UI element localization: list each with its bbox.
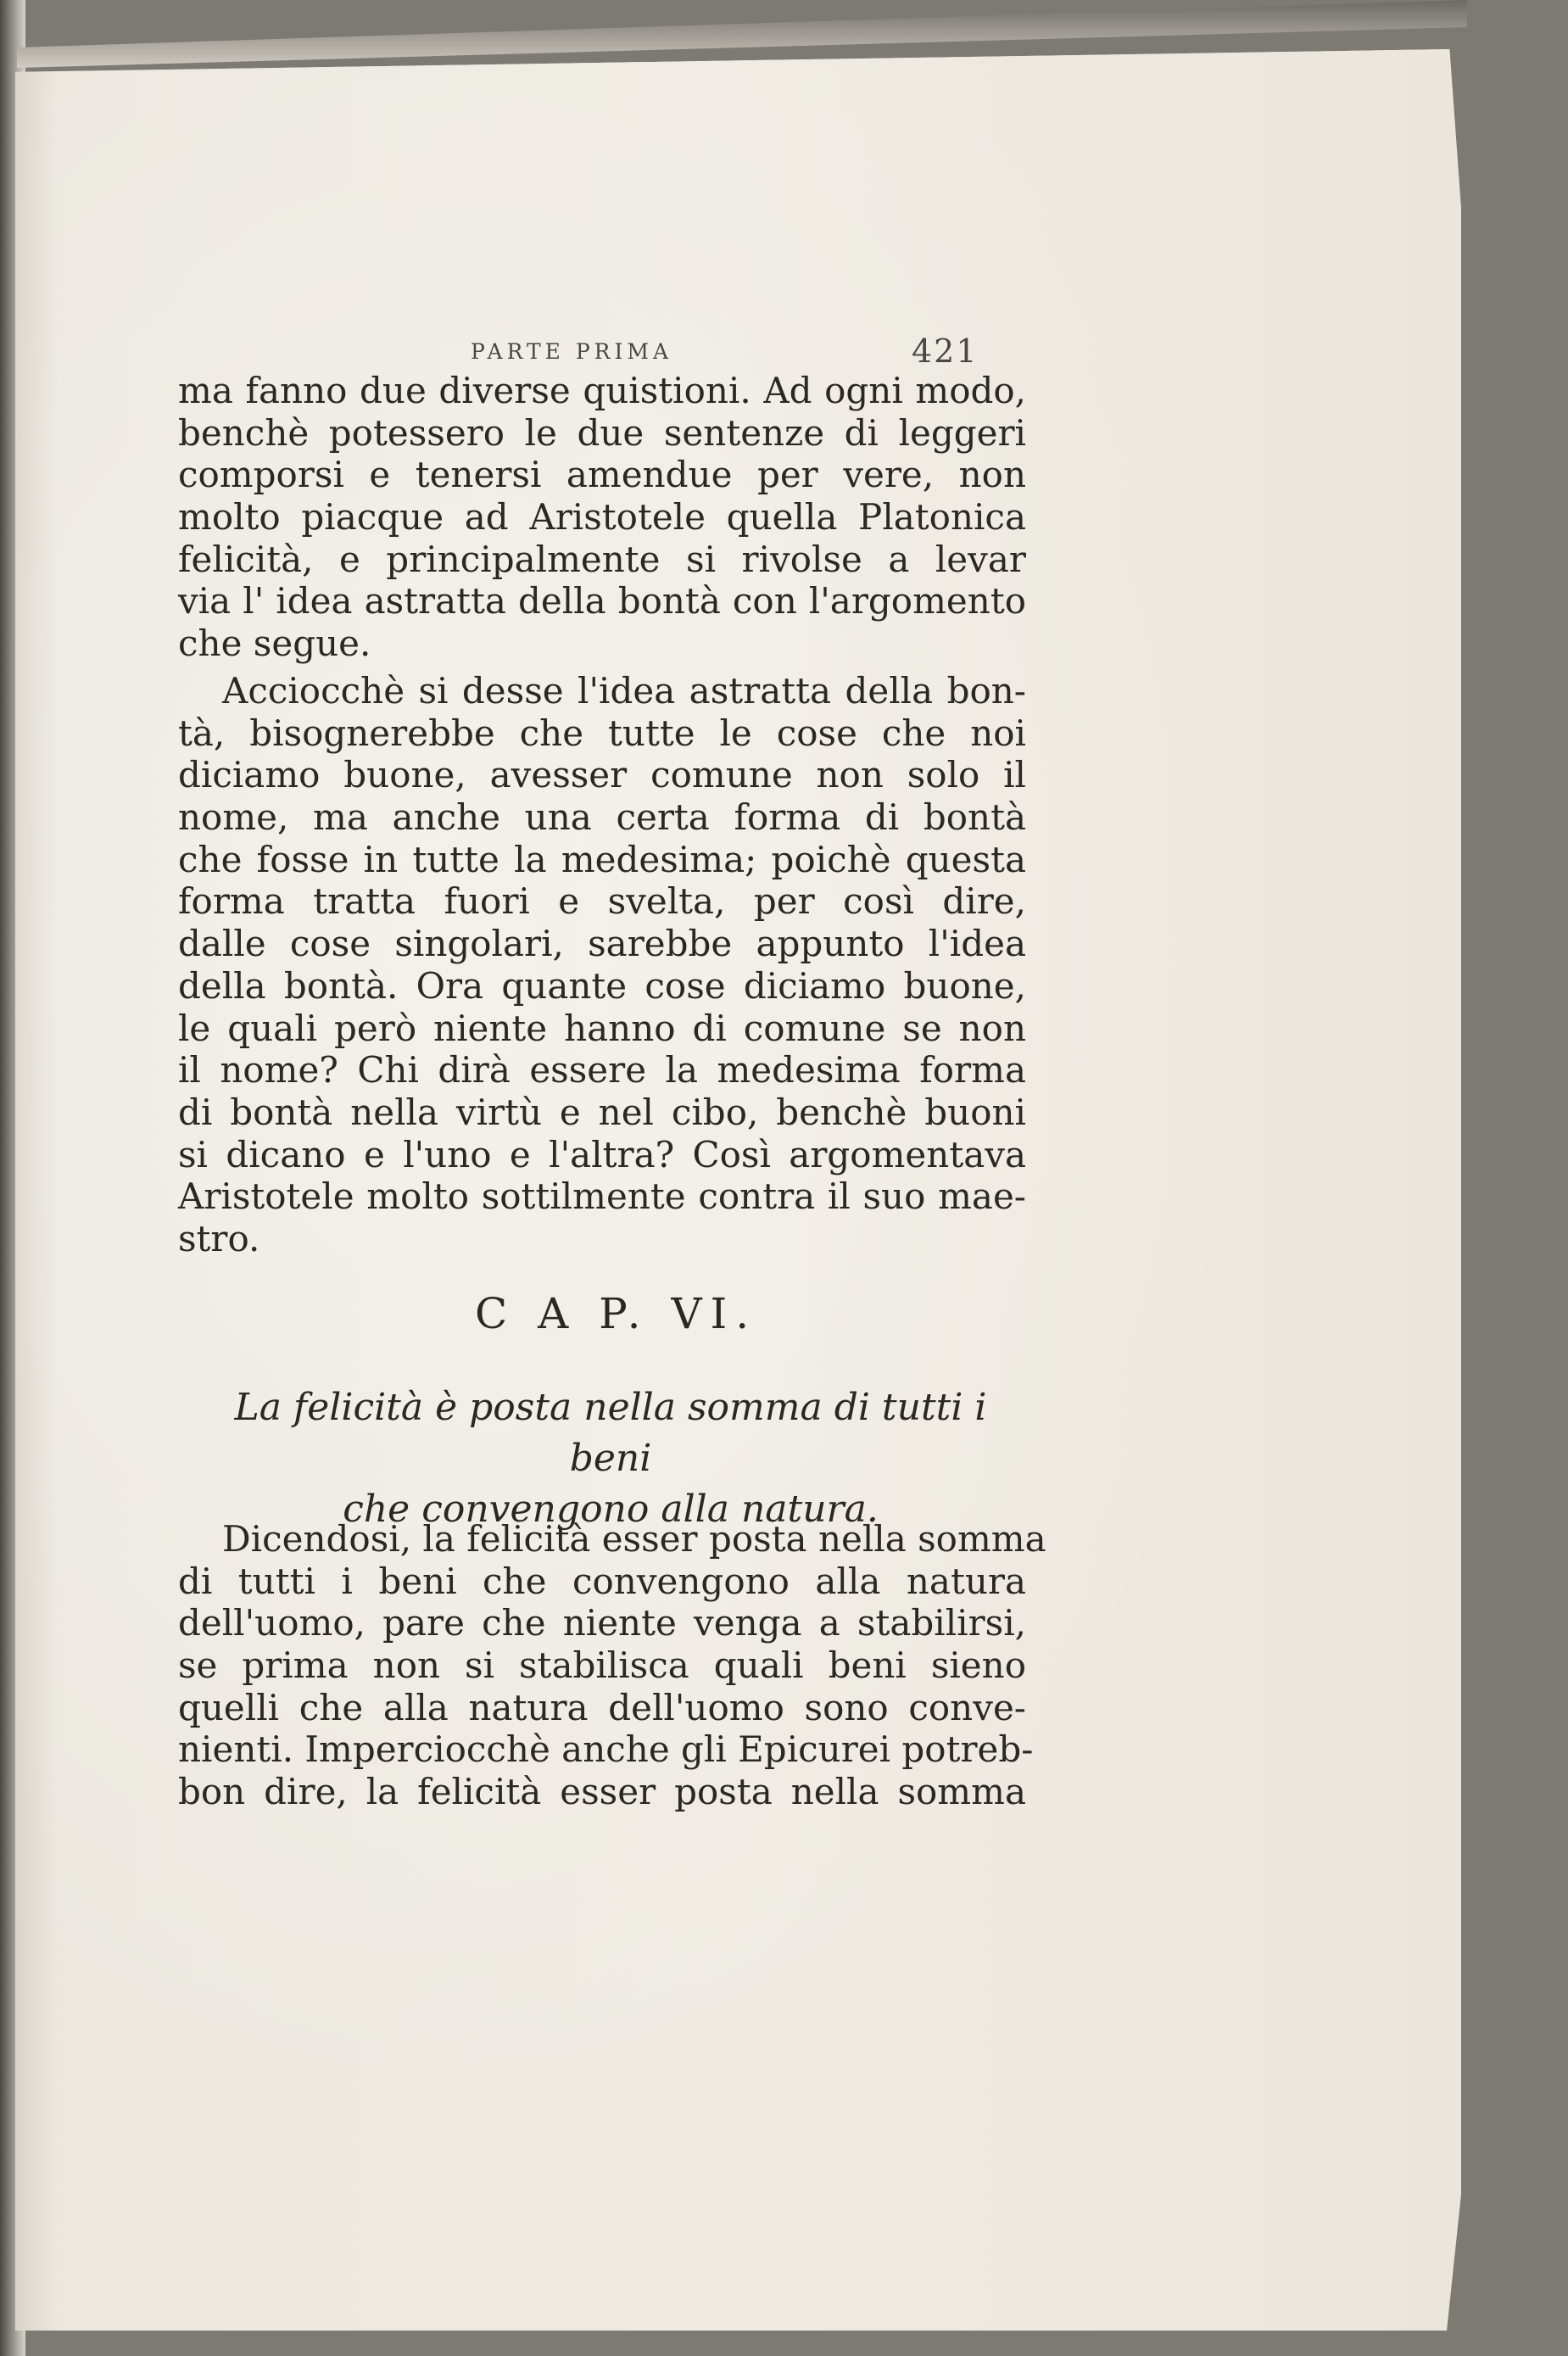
paragraph-acciocche [178, 670, 1026, 1260]
chapter-subtitle [195, 1382, 1026, 1535]
text-line: felicità, e principalmente si rivolse a levar [178, 538, 1026, 580]
page-number: 421 [912, 332, 979, 370]
paragraph-continuation [178, 370, 1026, 665]
text-line: che segue. [178, 622, 371, 665]
text-line: il nome? Chi dirà essere la medesima forma [178, 1049, 1026, 1091]
text-line: bon dire, la felicità esser posta nella somma [178, 1771, 1026, 1813]
chapter-subtitle-line: che convengono alla natura. [343, 1488, 879, 1531]
text-line: stro. [178, 1217, 260, 1259]
text-line: diciamo buone, avesser comune non solo il [178, 754, 1026, 796]
text-line: che fosse in tutte la medesima; poichè questa [178, 838, 1026, 880]
text-line: si dicano e l'uno e l'altra? Così argomentava [178, 1133, 1026, 1175]
text-line: di tutti i beni che convengono alla natura [178, 1560, 1026, 1602]
text-line: Dicendosi, la felicità esser posta nella somma [222, 1518, 1046, 1560]
text-line: Acciocchè si desse l'idea astratta della bon- [222, 670, 1026, 712]
text-line: molto piacque ad Aristotele quella Platonica [178, 496, 1026, 539]
chapter-subtitle-line: La felicità è posta nella somma di tutti i beni [234, 1386, 987, 1480]
text-line: della bontà. Ora quante cose diciamo buone, [178, 964, 1026, 1007]
text-line: Aristotele molto sottilmente contra il suo mae- [178, 1175, 1026, 1218]
text-line: quelli che alla natura dell'uomo sono conve- [178, 1686, 1026, 1728]
page-header [471, 332, 979, 373]
text-line: dell'uomo, pare che niente venga a stabilirsi, [178, 1602, 1026, 1644]
text-line: nienti. Imperciocchè anche gli Epicurei potreb- [178, 1728, 1034, 1771]
text-line: forma tratta fuori e svelta, per così dire, [178, 880, 1026, 923]
running-head: PARTE PRIMA [471, 339, 673, 364]
text-line: via l' idea astratta della bontà con l'argomento [178, 580, 1026, 622]
text-line: nome, ma anche una certa forma di bontà [178, 796, 1026, 839]
text-line: di bontà nella virtù e nel cibo, benchè buoni [178, 1091, 1026, 1133]
text-line: le quali però niente hanno di comune se non [178, 1007, 1026, 1049]
text-line: se prima non si stabilisca quali beni sieno [178, 1644, 1026, 1687]
text-line: dalle cose singolari, sarebbe appunto l'idea [178, 923, 1026, 965]
text-line: benchè potessero le due sentenze di leggeri [178, 411, 1026, 454]
chapter-heading: C A P. VI. [475, 1289, 758, 1338]
text-line: tà, bisognerebbe che tutte le cose che noi [178, 712, 1026, 754]
paragraph-dicendosi [178, 1518, 1046, 1813]
text-line: ma fanno due diverse quistioni. Ad ogni modo, [178, 370, 1026, 411]
text-line: comporsi e tenersi amendue per vere, non [178, 454, 1026, 496]
